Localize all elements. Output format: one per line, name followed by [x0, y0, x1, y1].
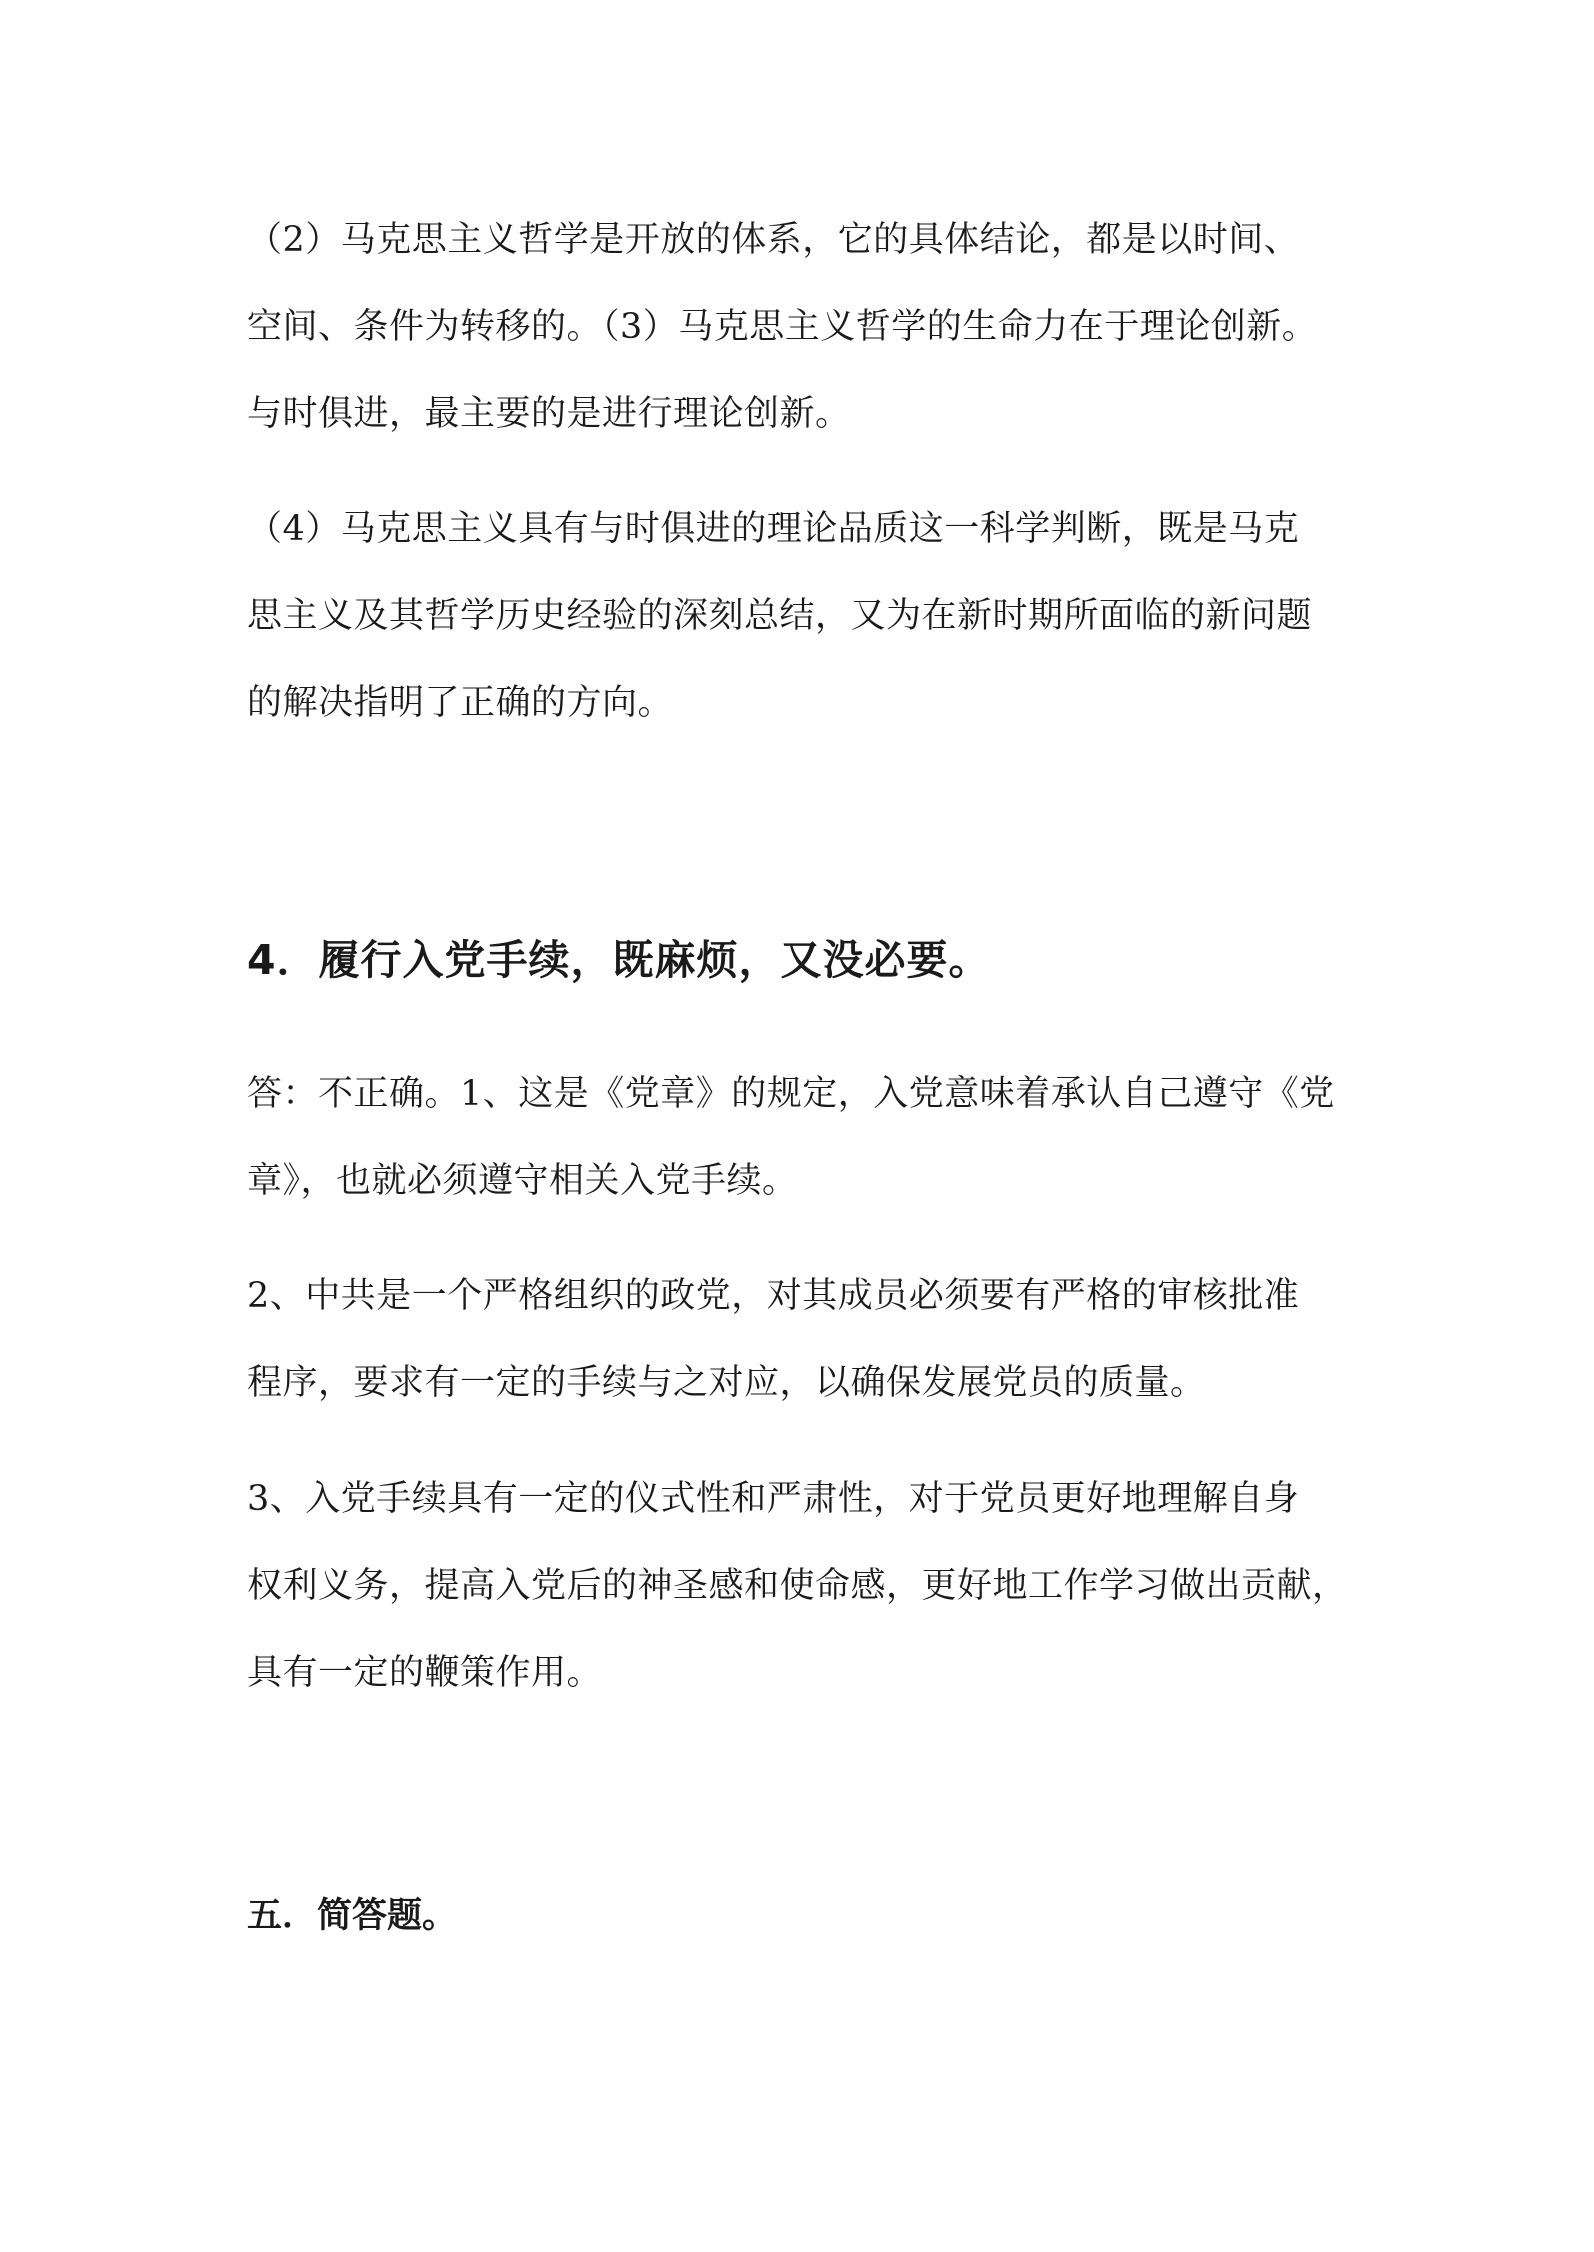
paragraph-line: （4）马克思主义具有与时俱进的理论品质这一科学判断，既是马克 — [247, 509, 1300, 549]
section-heading: 五．简答题。 — [247, 1895, 458, 1936]
answer-line: 具有一定的鞭策作用。 — [247, 1653, 603, 1693]
paragraph-line: 的解决指明了正确的方向。 — [247, 683, 674, 723]
answer-line: 章》，也就必须遵守相关入党手续。 — [247, 1161, 798, 1201]
answer-line: 2、中共是一个严格组织的政党，对其成员必须要有严格的审核批准 — [247, 1276, 1300, 1316]
paragraph-line: 空间、条件为转移的。（3）马克思主义哲学的生命力在于理论创新。 — [247, 307, 1318, 347]
answer-line: 3、入党手续具有一定的仪式性和严肃性，对于党员更好地理解自身 — [247, 1479, 1300, 1519]
paragraph-line: 思主义及其哲学历史经验的深刻总结，又为在新时期所面临的新问题 — [247, 596, 1313, 636]
paragraph-line: 与时俱进，最主要的是进行理论创新。 — [247, 394, 851, 434]
answer-line: 程序，要求有一定的手续与之对应，以确保发展党员的质量。 — [247, 1363, 1206, 1403]
answer-line: 权利义务，提高入党后的神圣感和使命感，更好地工作学习做出贡献， — [247, 1566, 1348, 1606]
answer-line: 答：不正确。1、这是《党章》的规定，入党意味着承认自己遵守《党 — [247, 1074, 1335, 1114]
question-heading: 4．履行入党手续，既麻烦，又没必要。 — [247, 936, 991, 984]
paragraph-line: （2）马克思主义哲学是开放的体系，它的具体结论，都是以时间、 — [247, 220, 1300, 260]
